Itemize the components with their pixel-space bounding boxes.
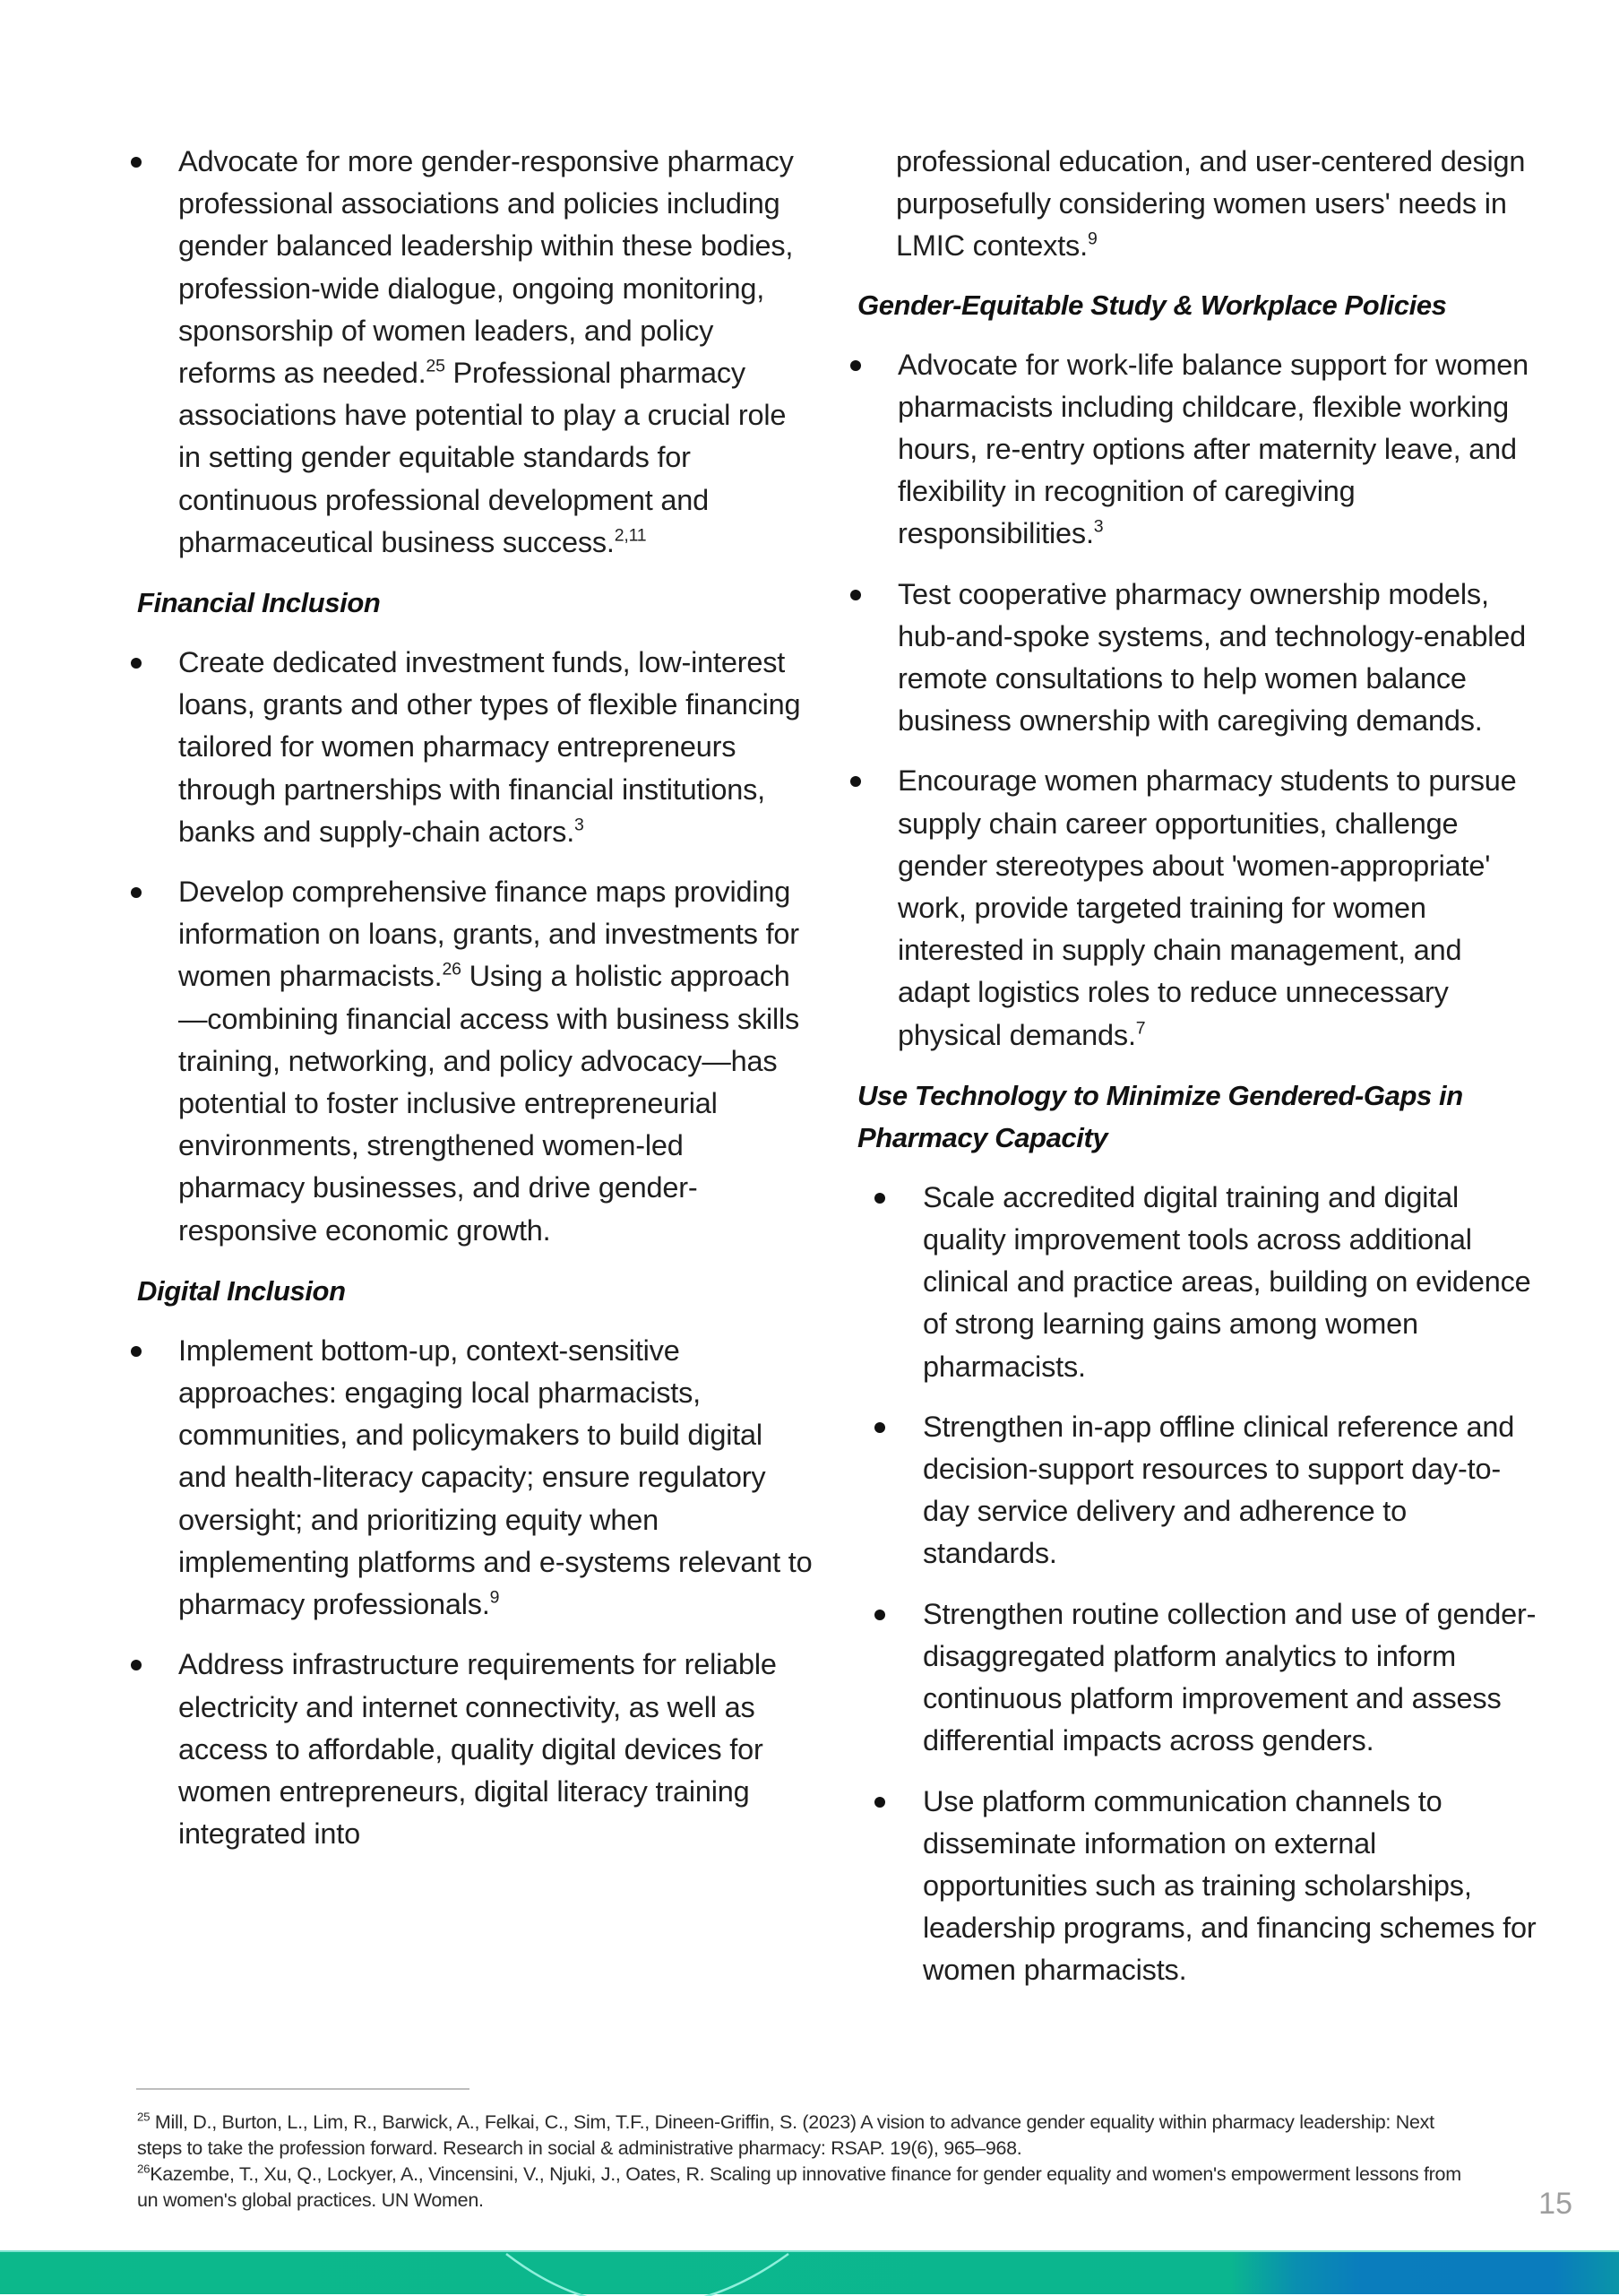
intro-list <box>125 141 815 564</box>
footnotes <box>137 2110 1481 2214</box>
list-item <box>842 1177 1541 1388</box>
item-text: Strengthen routine collection and use of gender-disaggregated platform analytics to inform continuous platform improvement and assess differential impacts across genders. <box>923 1597 1537 1757</box>
list-item <box>842 344 1541 556</box>
citation-link[interactable]: 2,11 <box>614 525 647 546</box>
item-text: Implement bottom-up, context-sensitive approaches: engaging local pharmacists, communities, and policymakers to build digital and health-literacy capacity; ensure regulatory oversight; and prioritizing equity when implementing platforms and e-systems relevant to pharmacy professionals. <box>178 1334 813 1621</box>
section-heading-technology: Use Technology to Minimize Gendered-Gaps in Pharmacy Capacity <box>857 1079 1463 1153</box>
bullet-icon <box>874 1610 885 1620</box>
bullet-icon <box>850 590 861 600</box>
workplace-policies-list <box>842 344 1541 1057</box>
item-text: Scale accredited digital training and digital quality improvement tools across additional clinical and practice areas, building on evidence of strong learning gains among women pharmacists. <box>923 1180 1531 1383</box>
item-text: Create dedicated investment funds, low-interest loans, grants and other types of flexible financing tailored for women pharmacy entrepreneurs through partnerships with financial institutions, banks and supply-chain actors. <box>178 646 801 848</box>
citation-link[interactable]: 9 <box>489 1587 500 1608</box>
bullet-icon <box>131 157 142 168</box>
digital-inclusion-list <box>125 1330 815 1855</box>
decorative-curve-icon <box>0 2252 1619 2296</box>
list-item <box>842 1781 1541 1992</box>
section-heading-workplace-policies: Gender-Equitable Study & Workplace Policies <box>857 289 1447 321</box>
citation-link[interactable]: 25 <box>426 356 445 376</box>
list-item <box>125 642 815 853</box>
footnote-number: 25 <box>137 2110 151 2124</box>
item-text: Professional pharmacy associations have potential to play a crucial role in setting gender equitable standards for continuous professional development and pharmaceutical business success. <box>178 357 787 558</box>
section-heading-financial-inclusion: Financial Inclusion <box>137 587 381 619</box>
citation-link[interactable]: 3 <box>574 815 584 835</box>
footnote-26 <box>137 2162 1481 2214</box>
list-item <box>125 1644 815 1855</box>
continued-item-text <box>842 141 1541 268</box>
list-item <box>842 1593 1541 1763</box>
page-number: 15 <box>1538 2187 1572 2221</box>
bullet-icon <box>131 887 142 898</box>
item-text: Advocate for work-life balance support for women pharmacists including childcare, flexible working hours, re-entry options after maternity leave, and flexibility in recognition of caregiving responsibilities. <box>898 348 1529 550</box>
list-item <box>125 871 815 1252</box>
item-text: Strengthen in-app offline clinical reference and decision-support resources to support day-to-day service delivery and adherence to standards. <box>923 1410 1515 1570</box>
item-text: Develop comprehensive finance maps providing information on loans, grants, and investments for women pharmacists. <box>178 876 799 993</box>
bullet-icon <box>874 1797 885 1808</box>
footer-decorative-band <box>0 2250 1619 2294</box>
footnote-25 <box>137 2110 1481 2162</box>
item-text: Use platform communication channels to disseminate information on external opportunities such as training scholarships, leadership programs, and financing schemes for women pharmacists. <box>923 1784 1537 1987</box>
bullet-icon <box>131 1660 142 1670</box>
list-item <box>125 1330 815 1626</box>
citation-link[interactable]: 9 <box>1087 229 1098 249</box>
footnote-separator <box>136 2088 469 2090</box>
bullet-icon <box>131 658 142 669</box>
item-text: Advocate for more gender-responsive pharmacy professional associations and policies including gender balanced leadership within these bodies, profession-wide dialogue, ongoing monitoring, sponsorship of women leaders, and policy reforms as needed. <box>178 145 794 390</box>
financial-inclusion-list <box>125 642 815 1252</box>
list-item <box>842 760 1541 1056</box>
citation-link[interactable]: 7 <box>1135 1017 1146 1038</box>
bullet-icon <box>850 776 861 787</box>
bullet-icon <box>874 1193 885 1204</box>
bullet-icon <box>131 1346 142 1357</box>
footnote-text: Kazembe, T., Xu, Q., Lockyer, A., Vincensini, V., Njuki, J., Oates, R. Scaling up innovative finance for gender equality and women's empowerment lessons from un women's global practices. UN Women. <box>137 2163 1461 2211</box>
list-item <box>842 1406 1541 1575</box>
list-item <box>125 141 815 564</box>
footnote-text: Mill, D., Burton, L., Lim, R., Barwick, A., Felkai, C., Sim, T.F., Dineen-Griffin, S. (2023) A vision to advance gender equality within pharmacy leadership: Next steps to take the profession forward. Research in social & administrative pharmacy: RSAP. 19(6), 965–968. <box>137 2111 1434 2159</box>
right-column <box>842 141 1541 2010</box>
bullet-icon <box>874 1422 885 1433</box>
bullet-icon <box>850 360 861 371</box>
item-text: Encourage women pharmacy students to pursue supply chain career opportunities, challenge gender stereotypes about 'women-appropriate' work, provide targeted training for women interested in supply chain management, and adapt logistics roles to reduce unnecessary physical demands. <box>898 764 1517 1051</box>
list-item <box>842 574 1541 743</box>
item-text: Test cooperative pharmacy ownership models, hub-and-spoke systems, and technology-enabled remote consultations to help women balance business ownership with caregiving demands. <box>898 577 1527 738</box>
item-text: professional education, and user-centered design purposefully considering women users' needs in LMIC contexts. <box>896 145 1526 263</box>
section-heading-digital-inclusion: Digital Inclusion <box>137 1274 346 1307</box>
citation-link[interactable]: 26 <box>442 959 461 980</box>
item-text: Address infrastructure requirements for reliable electricity and internet connectivity, as well as access to affordable, quality digital devices for women entrepreneurs, digital literacy training integrated into <box>178 1648 777 1851</box>
technology-list <box>842 1177 1541 1992</box>
footnote-number: 26 <box>137 2162 151 2176</box>
item-text: Using a holistic approach—combining financial access with business skills training, networking, and policy advocacy—has potential to foster inclusive entrepreneurial environments, strengthened women-led pharmacy businesses, and drive gender-responsive economic growth. <box>178 960 800 1247</box>
citation-link[interactable]: 3 <box>1093 516 1104 537</box>
left-column <box>125 141 815 1873</box>
